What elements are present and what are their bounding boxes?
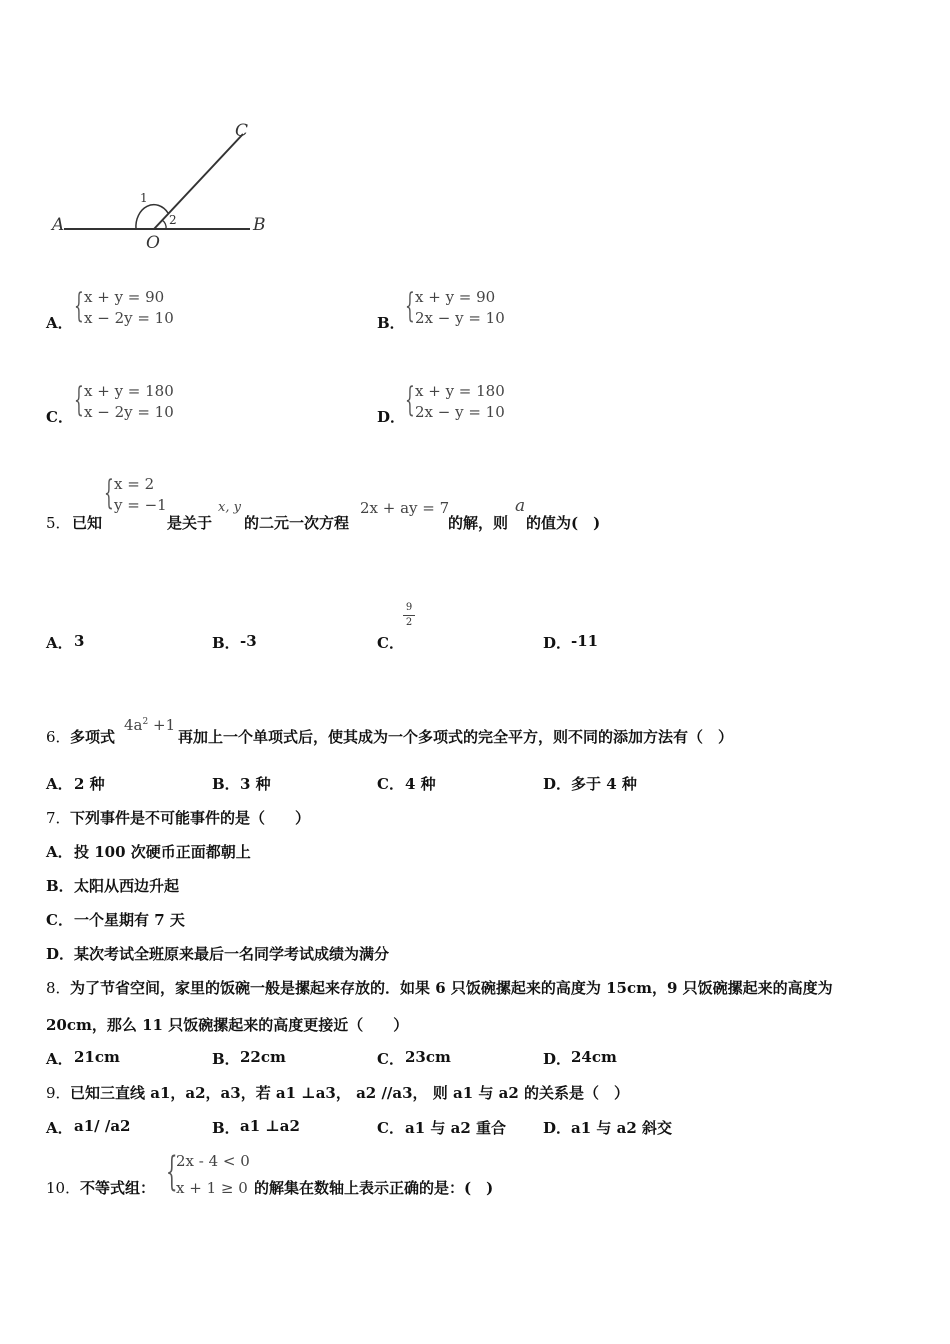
option-letter: C． — [377, 1050, 404, 1068]
option-letter: A． — [46, 1119, 73, 1137]
option-text: 某次考试全班原来最后一名同学考试成绩为满分 — [74, 945, 390, 963]
polynomial — [124, 716, 175, 734]
polynomial-exponent: 2 — [142, 717, 149, 727]
option-letter: D． — [543, 1050, 572, 1068]
option-letter: B． — [212, 1119, 240, 1137]
brace-icon: { — [166, 1149, 178, 1195]
inequality-system — [166, 1149, 250, 1201]
equation-system — [74, 287, 194, 331]
option-letter: B． — [212, 634, 240, 652]
inequality-2: x + 1 ≥ 0 — [176, 1179, 248, 1197]
label-angle-1: 1 — [140, 191, 148, 205]
label-c: C — [235, 121, 249, 141]
polynomial-base: 4a — [124, 716, 143, 734]
question-number: 5． — [46, 514, 71, 532]
option-text: a1 与 a2 斜交 — [571, 1119, 672, 1137]
polynomial-constant: +1 — [148, 716, 176, 734]
question-number: 9． — [46, 1084, 71, 1102]
option-text: 4 种 — [405, 775, 436, 793]
equation-2: x − 2y = 10 — [84, 403, 174, 421]
fraction-numerator: 9 — [405, 602, 413, 613]
option-letter: A． — [46, 1050, 73, 1068]
question-text-line-2: 20cm，那么 11 只饭碗摞起来的高度更接近（ ） — [46, 1016, 409, 1034]
question-number: 6． — [46, 728, 71, 746]
option-text: 投 100 次硬币正面都朝上 — [74, 843, 251, 861]
option-letter: D． — [543, 634, 572, 652]
option-text: -3 — [240, 632, 257, 650]
equation-1: x + y = 180 — [415, 382, 505, 400]
angle-figure — [48, 112, 278, 252]
option-letter: A． — [46, 843, 73, 861]
question-text: 多项式 — [70, 728, 116, 746]
label-angle-2: 2 — [169, 213, 177, 227]
option-text: 多于 4 种 — [571, 775, 637, 793]
question-text: 再加上一个单项式后，使其成为一个多项式的完全平方，则不同的添加方法有（ ） — [178, 728, 734, 746]
option-letter: B． — [377, 314, 405, 332]
option-text: 3 — [74, 632, 85, 650]
option-letter: D． — [377, 408, 406, 426]
ray-oc — [154, 134, 243, 229]
option-letter: A． — [46, 314, 73, 332]
fraction-denominator: 2 — [405, 617, 413, 628]
option-text: a1/ /a2 — [74, 1117, 131, 1135]
brace-icon: { — [104, 473, 114, 513]
solution-system — [104, 474, 174, 518]
angle-1-arc — [136, 205, 168, 229]
question-text: 已知三直线 a1，a2，a3，若 a1 ⊥a3， a2 //a3， 则 a1 与 a2 的关系是（ ） — [70, 1084, 629, 1102]
question-text: 的解集在数轴上表示正确的是：( ) — [254, 1179, 494, 1197]
equation-1: x + y = 90 — [415, 288, 496, 306]
question-text: 已知 — [72, 514, 103, 532]
equation-2: x − 2y = 10 — [84, 309, 174, 327]
brace-icon: { — [405, 380, 415, 420]
option-letter: B． — [212, 1050, 240, 1068]
option-letter: B． — [46, 877, 74, 895]
label-o: O — [146, 233, 160, 252]
inequality-1: 2x - 4 < 0 — [176, 1152, 250, 1170]
option-letter: A． — [46, 634, 73, 652]
equation-2: y = −1 — [114, 496, 167, 514]
option-text: 2 种 — [74, 775, 105, 793]
question-number: 10． — [46, 1179, 81, 1197]
variables: x, y — [218, 500, 241, 515]
question-text: 的二元一次方程 — [244, 514, 350, 532]
question-text: 不等式组： — [80, 1179, 156, 1197]
equation-2: 2x − y = 10 — [415, 309, 505, 327]
angle-2-arc — [162, 220, 166, 229]
option-letter: D． — [46, 945, 75, 963]
option-letter: D． — [543, 1119, 572, 1137]
equation-2: 2x − y = 10 — [415, 403, 505, 421]
option-text: a1 与 a2 重合 — [405, 1119, 506, 1137]
equation-system — [74, 381, 194, 425]
brace-icon: { — [74, 286, 84, 326]
label-a: A — [52, 215, 65, 235]
question-text: 下列事件是不可能事件的是（ ） — [70, 809, 311, 827]
option-text: 3 种 — [240, 775, 271, 793]
option-text: 一个星期有 7 天 — [74, 911, 185, 929]
option-letter: C． — [46, 911, 73, 929]
option-text: a1 ⊥a2 — [240, 1117, 300, 1135]
fraction — [403, 602, 415, 629]
equation-system — [405, 287, 525, 331]
label-b: B — [253, 215, 266, 235]
option-text: 太阳从西边升起 — [74, 877, 180, 895]
option-letter: D． — [543, 775, 572, 793]
option-letter: C． — [377, 1119, 404, 1137]
question-text: 的解，则 — [448, 514, 509, 532]
variable-a: a — [515, 496, 526, 516]
option-letter: C． — [377, 775, 404, 793]
question-number: 7． — [46, 809, 71, 827]
option-letter: C． — [46, 408, 73, 426]
question-number: 8． — [46, 979, 71, 997]
equation: 2x + ay = 7 — [360, 499, 450, 517]
question-text: 是关于 — [167, 514, 213, 532]
fraction-bar — [403, 615, 415, 616]
option-letter: B． — [212, 775, 240, 793]
equation-system — [405, 381, 525, 425]
equation-1: x = 2 — [114, 475, 155, 493]
brace-icon: { — [74, 380, 84, 420]
brace-icon: { — [405, 286, 415, 326]
option-letter: A． — [46, 775, 73, 793]
equation-1: x + y = 90 — [84, 288, 165, 306]
option-text: 24cm — [571, 1048, 617, 1066]
option-text: 21cm — [74, 1048, 120, 1066]
question-text: 的值为( ) — [526, 514, 601, 532]
option-text: 23cm — [405, 1048, 451, 1066]
equation-1: x + y = 180 — [84, 382, 174, 400]
question-text-line-1: 为了节省空间，家里的饭碗一般是摞起来存放的．如果 6 只饭碗摞起来的高度为 15cm，9 只饭碗摞起来的高度为 — [70, 979, 833, 997]
option-text: -11 — [571, 632, 599, 650]
option-text: 22cm — [240, 1048, 286, 1066]
option-letter: C． — [377, 634, 404, 652]
